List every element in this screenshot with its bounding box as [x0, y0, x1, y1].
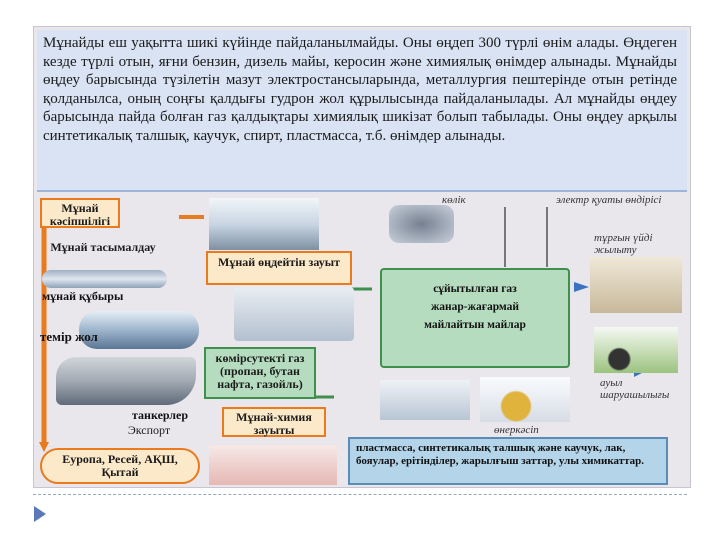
tanker-image: [56, 357, 196, 405]
car-label: көлік: [442, 194, 466, 206]
pipeline-label: мұнай құбыры: [42, 289, 124, 303]
oil-rig-image: [209, 198, 319, 250]
car-image: [389, 205, 454, 243]
footer-divider: [33, 494, 687, 495]
agri-label: ауыл шаруашылығы: [600, 377, 670, 401]
fuel-item-3: майлайтын майлар: [424, 319, 526, 331]
tractor-image: [594, 327, 678, 373]
refinery-image: [234, 287, 354, 341]
buildings-image: [590, 257, 682, 313]
industry-box: Мұнай кәсіпшілігі: [40, 198, 120, 228]
power-label: электр қуаты өндірісі: [556, 194, 662, 206]
roller-image: [480, 377, 570, 422]
industry-label: өнеркәсіп: [494, 424, 539, 436]
refinery-box: Мұнай өңдейтін зауыт: [206, 251, 352, 285]
countries-box: Еуропа, Ресей, АҚШ, Қытай: [40, 448, 200, 484]
export-box: Экспорт: [127, 423, 171, 437]
city-image: [209, 445, 337, 485]
tankers-label: танкерлер: [132, 408, 189, 422]
transport-label: Мұнай тасымалдау: [50, 240, 156, 254]
fuel-item-2: жанар-жағармай: [430, 301, 520, 313]
petrochem-box: Мұнай-химия зауыты: [222, 407, 326, 437]
housing-label: тұрғын үйді жылыту: [594, 232, 653, 256]
slide: [33, 26, 691, 488]
chem-products-box: пластмасса, синтетикалық талшық және каучук, лак, бояулар, ерітінділер, жарылғыш заттар, улы химикаттар.: [348, 437, 668, 485]
factory-image: [380, 380, 470, 420]
fuel-panel: [380, 268, 570, 368]
gas-products-box: көмірсутекті газ (пропан, бутан нафта, газойль): [204, 347, 316, 399]
power-tower-image: [504, 207, 548, 267]
rail-label: темір жол: [40, 329, 98, 344]
body-paragraph: Мұнайды еш уақытта шикі күйінде пайдаланылмайды. Оны өңдеп 300 түрлі өнім алады. Өңдеген кезде түрлі отын, яғни бензин, дизель майы, керосин және химиялық өнімдер алынады. Мұнайды өңдеу барысында түзілетін мазут электростансыларында, металлургия пештерінде отын ретінде қолданылса, оның соңғы қалдығы гудрон жол құрылысында пайдаланылады. Ал мұнайды өңдеу барысында пайда болған газ қалдықтары химиялық шикізат болып табылады. Оны өңдеу арқылы синтетикалық талшық, каучук, спирт, пластмасса, т.б. өнімдер алынады.: [43, 35, 677, 144]
play-triangle-icon: [33, 505, 47, 528]
pipeline-image: [42, 270, 167, 288]
fuel-item-1: сұйытылған газ: [433, 283, 517, 295]
text-box: [37, 30, 687, 192]
